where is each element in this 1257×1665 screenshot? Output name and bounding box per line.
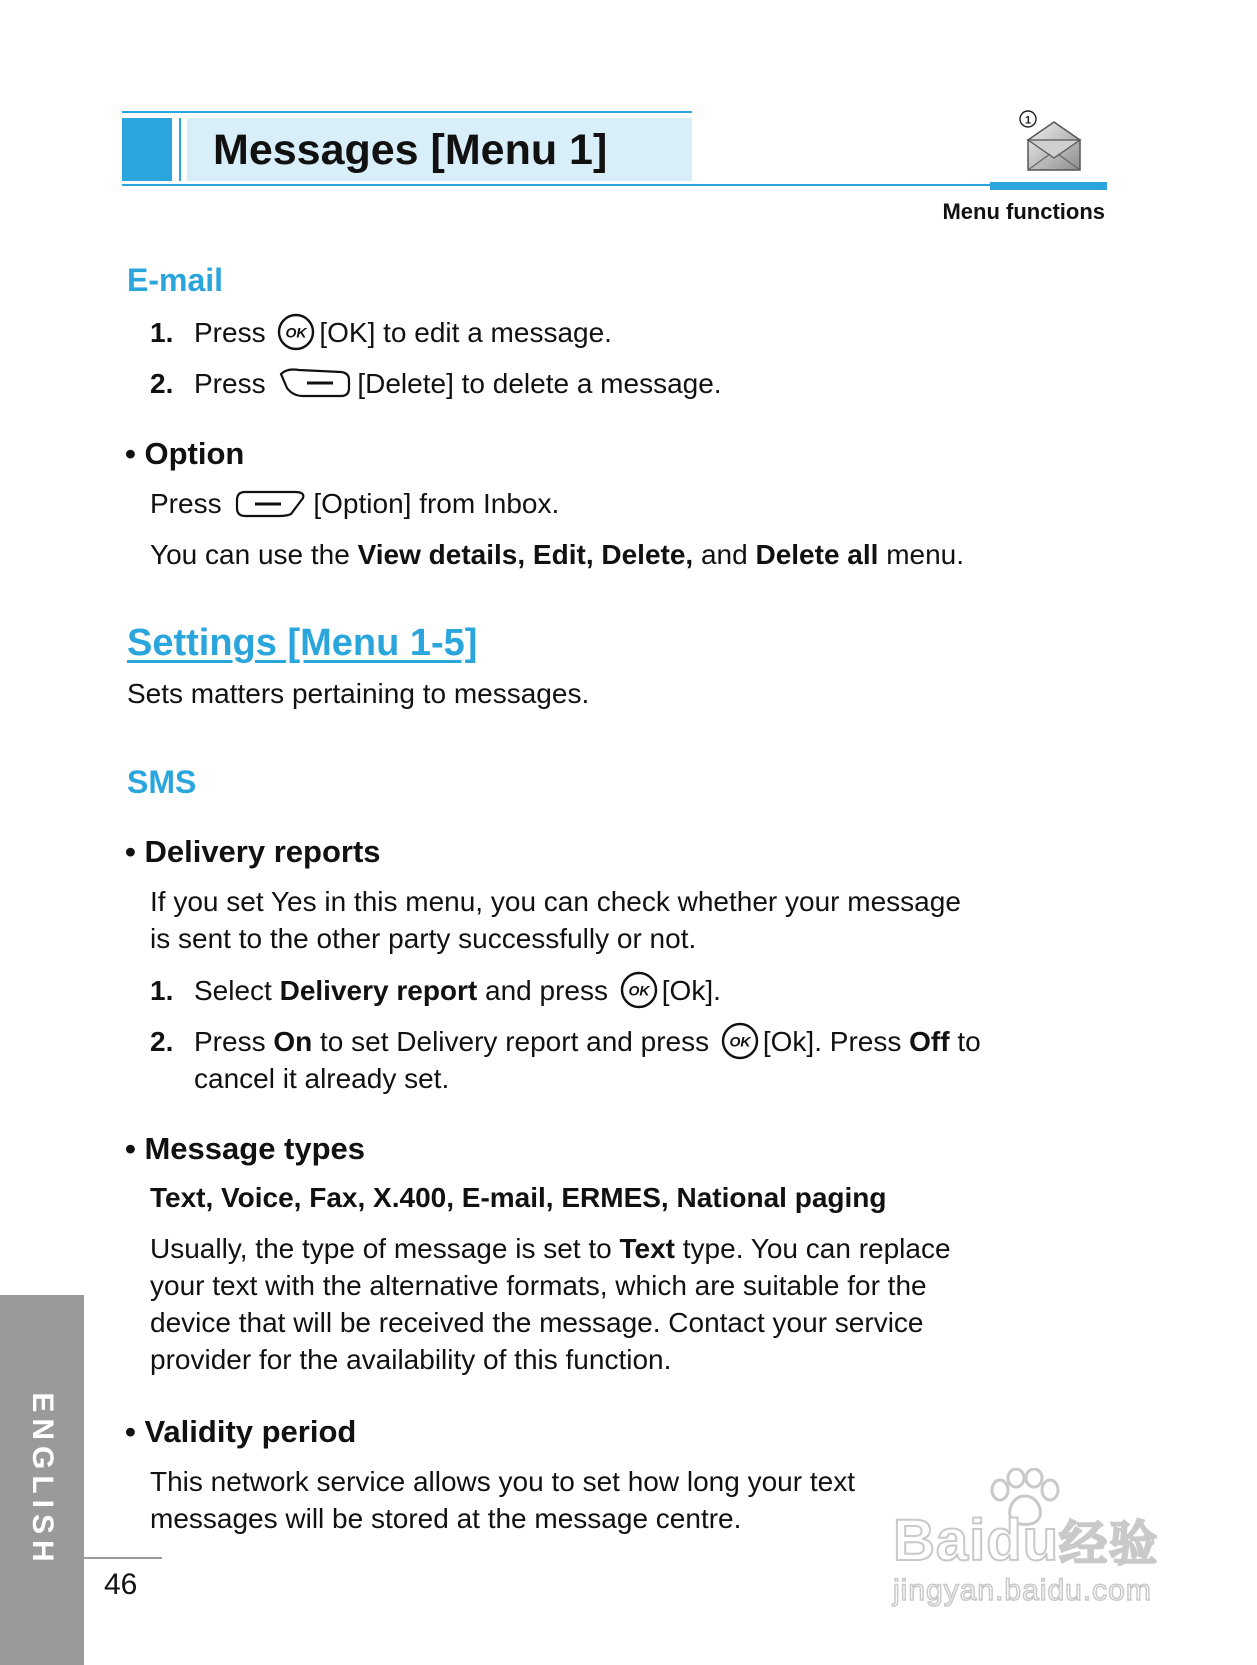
ok-key-icon (277, 313, 315, 351)
step-text: [Delete] to delete a message. (357, 368, 722, 399)
validity-para-line-2: messages will be stored at the message centre. (150, 1503, 742, 1534)
option-text-bold: View details, Edit, Delete, (357, 539, 694, 570)
page-title: Messages [Menu 1] (213, 126, 608, 174)
watermark-text: du (986, 1508, 1060, 1573)
envelope-icon (1018, 110, 1088, 180)
header-top-rule (122, 111, 692, 113)
header-bottom-rule (122, 184, 1107, 186)
watermark-url: jingyan.baidu.com (893, 1574, 1152, 1607)
message-types-heading: • Message types (125, 1131, 366, 1166)
option-heading: • Option (125, 436, 245, 471)
left-soft-key-icon (233, 486, 309, 520)
para-text-bold: Text (619, 1233, 675, 1264)
option-text: and (693, 539, 756, 570)
step-text: Select (194, 975, 280, 1006)
step-number: 2. (150, 368, 174, 399)
watermark-text: 经验 (1059, 1518, 1160, 1571)
message-types-list: Text, Voice, Fax, X.400, E-mail, ERMES, National paging (150, 1182, 887, 1213)
delivery-step-2 (150, 1024, 981, 1060)
ok-key-icon (721, 1022, 759, 1060)
step-text: Press (194, 1026, 274, 1057)
option-text-bold: Delete all (755, 539, 879, 570)
svg-text:OK: OK (729, 1033, 751, 1050)
message-types-para-line-4: provider for the availability of this function. (150, 1344, 672, 1375)
header-accent-bar (179, 118, 181, 181)
step-number: 2. (150, 1026, 174, 1057)
step-text: Press (194, 368, 266, 399)
icon-badge: 1 (1024, 114, 1032, 127)
option-line-2 (150, 537, 964, 573)
step-text: [Ok]. (661, 975, 721, 1006)
option-text: [Option] from Inbox. (313, 488, 560, 519)
settings-description: Sets matters pertaining to messages. (127, 678, 590, 709)
header-right-rule (990, 182, 1107, 190)
step-text: and press (477, 975, 608, 1006)
para-text: type. You can replace (674, 1233, 951, 1264)
sms-heading: SMS (127, 764, 197, 800)
svg-text:OK: OK (285, 324, 307, 341)
option-text: You can use the (150, 539, 358, 570)
right-soft-key-icon (277, 366, 353, 400)
page-number-rule (84, 1557, 162, 1559)
svg-text:OK: OK (628, 982, 650, 999)
email-step-2 (150, 366, 722, 402)
email-step-1 (150, 315, 612, 351)
step-text-bold: On (273, 1026, 313, 1057)
watermark-brand (893, 1505, 1159, 1574)
step-number: 1. (150, 975, 174, 1006)
option-text: menu. (878, 539, 965, 570)
para-text: Usually, the type of message is set to (150, 1233, 620, 1264)
message-types-para-line-2: your text with the alternative formats, which are suitable for the (150, 1270, 927, 1301)
step-text: [Ok]. Press (762, 1026, 910, 1057)
email-heading: E-mail (127, 262, 224, 298)
step-text: Press (194, 317, 266, 348)
validity-period-heading: • Validity period (125, 1414, 357, 1449)
language-label: ENGLISH (26, 1392, 59, 1568)
step-text: [OK] to edit a message. (319, 317, 612, 348)
delivery-step-2-continued: cancel it already set. (194, 1063, 450, 1094)
settings-heading[interactable]: Settings [Menu 1-5] (127, 622, 478, 664)
section-label: Menu functions (942, 199, 1105, 224)
step-number: 1. (150, 317, 174, 348)
validity-para-line-1: This network service allows you to set how long your text (150, 1466, 855, 1497)
delivery-para-line-2: is sent to the other party successfully or not. (150, 923, 697, 954)
watermark-text: Bai (893, 1508, 987, 1573)
ok-key-icon (620, 971, 658, 1009)
header-accent-block (122, 118, 172, 181)
option-text: Press (150, 488, 222, 519)
delivery-step-1 (150, 973, 721, 1009)
step-text-bold: Delivery report (279, 975, 478, 1006)
delivery-para-line-1: If you set Yes in this menu, you can check whether your message (150, 886, 961, 917)
step-text-bold: Off (909, 1026, 950, 1057)
page-number: 46 (104, 1568, 138, 1601)
message-types-para-line-3: device that will be received the message. Contact your service (150, 1307, 924, 1338)
step-text: to (949, 1026, 981, 1057)
step-text: to set Delivery report and press (312, 1026, 710, 1057)
message-types-para-line-1 (150, 1231, 951, 1267)
option-line-1 (150, 486, 559, 522)
delivery-reports-heading: • Delivery reports (125, 834, 381, 869)
